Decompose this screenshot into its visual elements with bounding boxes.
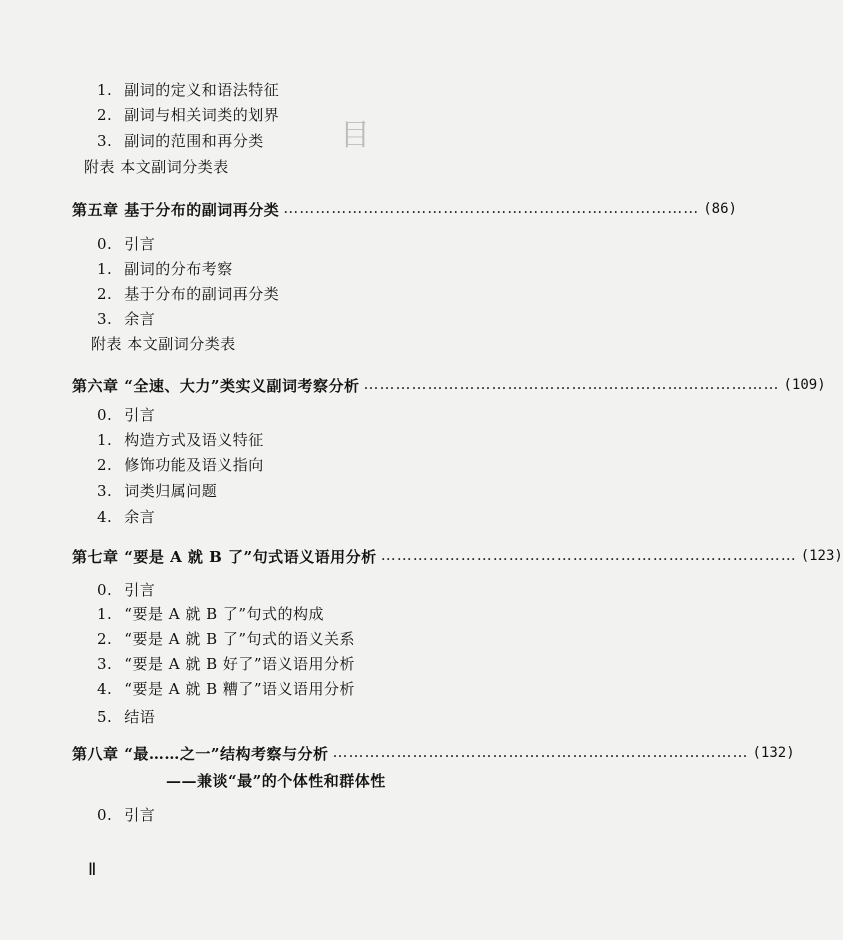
toc-item-text: “要是 A 就 B 了”句式的构成 bbox=[124, 605, 325, 623]
toc-item-text: 修饰功能及语义指向 bbox=[124, 456, 264, 474]
toc-item[interactable] bbox=[97, 234, 155, 254]
toc-item-number: 1. bbox=[97, 605, 113, 623]
toc-appendix[interactable]: 附表 本文副词分类表 bbox=[84, 158, 229, 176]
chapter-subtitle: ——兼谈“最”的个体性和群体性 bbox=[166, 772, 386, 790]
toc-item-text: 基于分布的副词再分类 bbox=[124, 285, 280, 303]
toc-item-number: 3. bbox=[97, 132, 113, 150]
toc-item-number: 3. bbox=[97, 655, 113, 673]
toc-item-text: 引言 bbox=[124, 806, 156, 824]
toc-item-text: 引言 bbox=[124, 581, 156, 599]
toc-item-text: 副词与相关词类的划界 bbox=[124, 106, 280, 124]
page-folio: Ⅱ bbox=[88, 860, 97, 879]
toc-appendix[interactable]: 附表 本文副词分类表 bbox=[91, 335, 236, 353]
leader-dots: …………………………………………………………………… bbox=[283, 199, 700, 217]
toc-item[interactable] bbox=[97, 131, 264, 151]
toc-item[interactable] bbox=[97, 259, 233, 279]
toc-item[interactable] bbox=[97, 309, 155, 329]
leader-dots: …………………………………………………………………… bbox=[363, 375, 780, 393]
toc-item[interactable] bbox=[97, 629, 355, 649]
toc-item[interactable] bbox=[97, 580, 155, 600]
toc-item[interactable] bbox=[97, 430, 264, 450]
toc-item[interactable] bbox=[97, 481, 217, 501]
page-number: (109) bbox=[783, 377, 826, 393]
chapter-title: 第八章 “最……之一”结构考察与分析 bbox=[72, 744, 329, 763]
toc-item-number: 4. bbox=[97, 680, 113, 698]
toc-item-text: 余言 bbox=[124, 310, 156, 328]
toc-item-text: 余言 bbox=[124, 508, 156, 526]
toc-item-text: 构造方式及语义特征 bbox=[124, 431, 264, 449]
toc-item-number: 3. bbox=[97, 310, 113, 328]
toc-item-number: 1. bbox=[97, 431, 113, 449]
toc-item[interactable] bbox=[97, 654, 355, 674]
toc-item-number: 5. bbox=[97, 708, 113, 726]
toc-item-text: “要是 A 就 B 糟了”语义语用分析 bbox=[124, 680, 356, 698]
toc-item-text: 结语 bbox=[124, 708, 156, 726]
bleed-through-text: 目 bbox=[340, 118, 370, 153]
toc-item-text: “要是 A 就 B 好了”语义语用分析 bbox=[124, 655, 356, 673]
toc-item-number: 2. bbox=[97, 285, 113, 303]
toc-item-number: 2. bbox=[97, 106, 113, 124]
toc-item[interactable] bbox=[97, 805, 155, 825]
chapter-5-entry[interactable] bbox=[72, 198, 737, 220]
toc-item-number: 1. bbox=[97, 260, 113, 278]
toc-item-number: 2. bbox=[97, 456, 113, 474]
toc-item-number: 0. bbox=[97, 235, 113, 253]
page-number: (132) bbox=[752, 745, 795, 761]
toc-item-number: 2. bbox=[97, 630, 113, 648]
toc-item[interactable] bbox=[97, 707, 155, 727]
chapter-title: 第六章 “全速、大力”类实义副词考察分析 bbox=[72, 376, 360, 395]
toc-item-number: 1. bbox=[97, 81, 113, 99]
toc-item[interactable] bbox=[97, 105, 279, 125]
toc-item-text: 引言 bbox=[124, 406, 156, 424]
toc-item[interactable] bbox=[97, 80, 279, 100]
leader-dots: …………………………………………………………………… bbox=[380, 546, 797, 564]
toc-item-number: 4. bbox=[97, 508, 113, 526]
page-number: (123) bbox=[800, 548, 843, 564]
toc-item-text: 副词的定义和语法特征 bbox=[124, 81, 280, 99]
toc-item-number: 0. bbox=[97, 406, 113, 424]
toc-item-text: “要是 A 就 B 了”句式的语义关系 bbox=[124, 630, 356, 648]
chapter-7-entry[interactable] bbox=[72, 545, 843, 567]
chapter-title: 第五章 基于分布的副词再分类 bbox=[72, 200, 280, 219]
toc-item-number: 0. bbox=[97, 806, 113, 824]
leader-dots: …………………………………………………………………… bbox=[332, 743, 749, 761]
toc-item[interactable] bbox=[97, 455, 264, 475]
toc-item[interactable] bbox=[97, 679, 355, 699]
toc-item-number: 0. bbox=[97, 581, 113, 599]
toc-item-text: 副词的分布考察 bbox=[124, 260, 233, 278]
chapter-title: 第七章 “要是 A 就 B 了”句式语义语用分析 bbox=[72, 547, 377, 566]
toc-item[interactable] bbox=[97, 604, 324, 624]
toc-item[interactable] bbox=[97, 284, 279, 304]
toc-item-text: 副词的范围和再分类 bbox=[124, 132, 264, 150]
toc-item[interactable] bbox=[97, 507, 155, 527]
toc-item-text: 词类归属问题 bbox=[124, 482, 218, 500]
chapter-8-entry[interactable] bbox=[72, 742, 795, 764]
toc-item-text: 引言 bbox=[124, 235, 156, 253]
toc-item-number: 3. bbox=[97, 482, 113, 500]
chapter-6-entry[interactable] bbox=[72, 374, 826, 396]
page-number: (86) bbox=[703, 201, 737, 217]
toc-item[interactable] bbox=[97, 405, 155, 425]
